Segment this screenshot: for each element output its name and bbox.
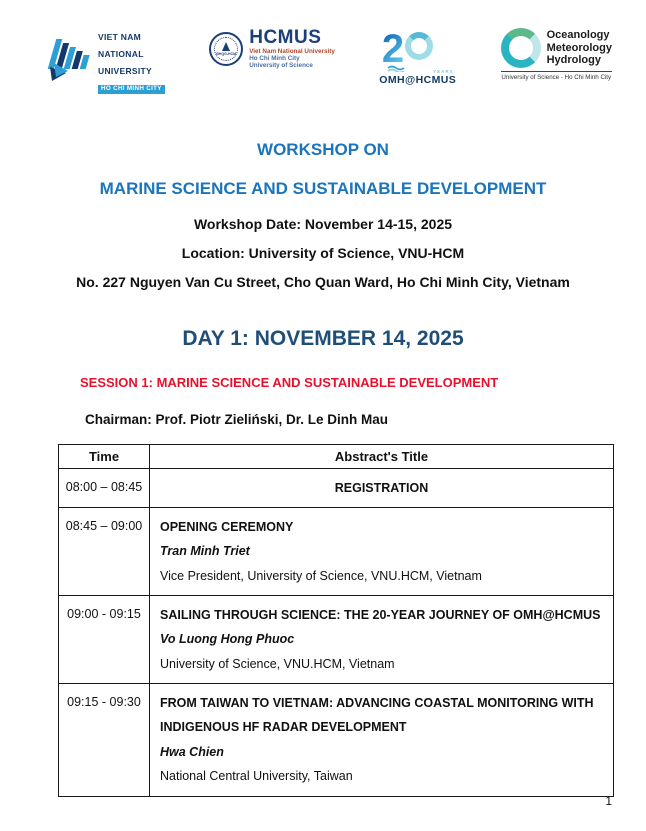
- vnu-city-label: HO CHI MINH CITY: [98, 85, 165, 94]
- abstract-cell: [150, 507, 614, 595]
- time-cell: 08:45 – 09:00: [59, 507, 150, 595]
- omh-logo: [501, 28, 612, 81]
- hcmus-title: HCMUS: [249, 27, 322, 48]
- omh20-label: OMH@HCMUS: [379, 74, 457, 86]
- workshop-on-heading: WORKSHOP ON: [257, 140, 389, 159]
- time-cell: 08:00 – 08:45: [59, 469, 150, 508]
- page-number: 1: [605, 794, 612, 808]
- abstract-cell: [150, 595, 614, 683]
- abstract-cell: [150, 684, 614, 797]
- speaker-affiliation: University of Science, VNU.HCM, Vietnam: [160, 656, 395, 671]
- vnu-line-2: NATIONAL: [98, 48, 144, 59]
- vnu-line-3: UNIVERSITY: [98, 65, 153, 76]
- schedule-table: [58, 444, 614, 797]
- hcmus-logo-text: [249, 28, 335, 70]
- omh20-zero-ring-icon: [405, 32, 433, 60]
- abstract-title: FROM TAIWAN TO VIETNAM: ADVANCING COASTAL MONITORING WITH INDIGENOUS HF RADAR DEVELOPMENT: [160, 696, 594, 735]
- abstract-title: SAILING THROUGH SCIENCE: THE 20-YEAR JOURNEY OF OMH@HCMUS: [160, 607, 601, 622]
- omh-logo-top: [501, 28, 612, 68]
- abstract-title-column-header: Abstract's Title: [150, 445, 614, 469]
- time-cell: 09:00 - 09:15: [59, 595, 150, 683]
- omh-logo-text: [547, 29, 612, 67]
- hcmus-subtitle-2: Ho Chi Minh City: [249, 54, 300, 62]
- hcmus-logo: [209, 28, 335, 70]
- omh20-years-label: YEARS: [433, 69, 454, 74]
- chairman-line: Chairman: Prof. Piotr Zieliński, Dr. Le Dinh Mau: [85, 412, 389, 427]
- omh-swirl-icon: [501, 28, 541, 68]
- hcmus-seal-label: ĐHQG-HCM: [216, 51, 237, 56]
- hcmus-subtitle-3: University of Science: [249, 61, 313, 69]
- hcmus-seal-icon: [209, 32, 243, 66]
- table-row: [59, 507, 614, 595]
- wave-icon: [387, 65, 421, 72]
- vnu-line-1: VIET NAM: [98, 32, 142, 42]
- abstract-title: REGISTRATION: [334, 480, 429, 495]
- omh-line-1: Oceanology: [546, 29, 610, 42]
- omh-subtitle: University of Science - Ho Chi Minh City: [501, 71, 612, 81]
- schedule-table-body: [59, 469, 614, 797]
- workshop-title: MARINE SCIENCE AND SUSTAINABLE DEVELOPMENT: [99, 179, 547, 198]
- table-header-row: [59, 445, 614, 469]
- session-heading: SESSION 1: MARINE SCIENCE AND SUSTAINABLE DEVELOPMENT: [80, 375, 499, 390]
- vnu-logo-icon: [40, 33, 92, 90]
- omh-line-3: Hydrology: [546, 54, 601, 67]
- abstract-cell: [150, 469, 614, 508]
- logo-strip: [40, 28, 612, 102]
- omh20-anniversary-logo: [379, 27, 457, 86]
- table-row: [59, 595, 614, 683]
- hcmus-seal-inner: [214, 37, 238, 61]
- boat-icon: [222, 42, 230, 51]
- omh20-number: 2: [381, 27, 405, 71]
- table-row: [59, 684, 614, 797]
- vnu-logo-text: [98, 28, 165, 95]
- speaker-affiliation: National Central University, Taiwan: [160, 769, 353, 784]
- speaker-name: Hwa Chien: [160, 744, 224, 759]
- workshop-date-line: Workshop Date: November 14-15, 2025: [193, 216, 453, 232]
- time-cell: 09:15 - 09:30: [59, 684, 150, 797]
- time-column-header: Time: [59, 445, 150, 469]
- speaker-name: Tran Minh Triet: [160, 544, 250, 559]
- table-row: [59, 469, 614, 508]
- omh-line-2: Meteorology: [546, 41, 612, 54]
- workshop-address-line: No. 227 Nguyen Van Cu Street, Cho Quan Ward, Ho Chi Minh City, Vietnam: [76, 274, 570, 290]
- hcmus-subtitle-1: Viet Nam National University: [249, 48, 335, 55]
- speaker-affiliation: Vice President, University of Science, VNU.HCM, Vietnam: [160, 568, 482, 583]
- speaker-name: Vo Luong Hong Phuoc: [160, 632, 295, 647]
- abstract-title: OPENING CEREMONY: [160, 519, 294, 534]
- day-heading: DAY 1: NOVEMBER 14, 2025: [182, 327, 464, 350]
- vnu-logo: [40, 28, 165, 95]
- workshop-location-line: Location: University of Science, VNU-HCM: [181, 245, 465, 261]
